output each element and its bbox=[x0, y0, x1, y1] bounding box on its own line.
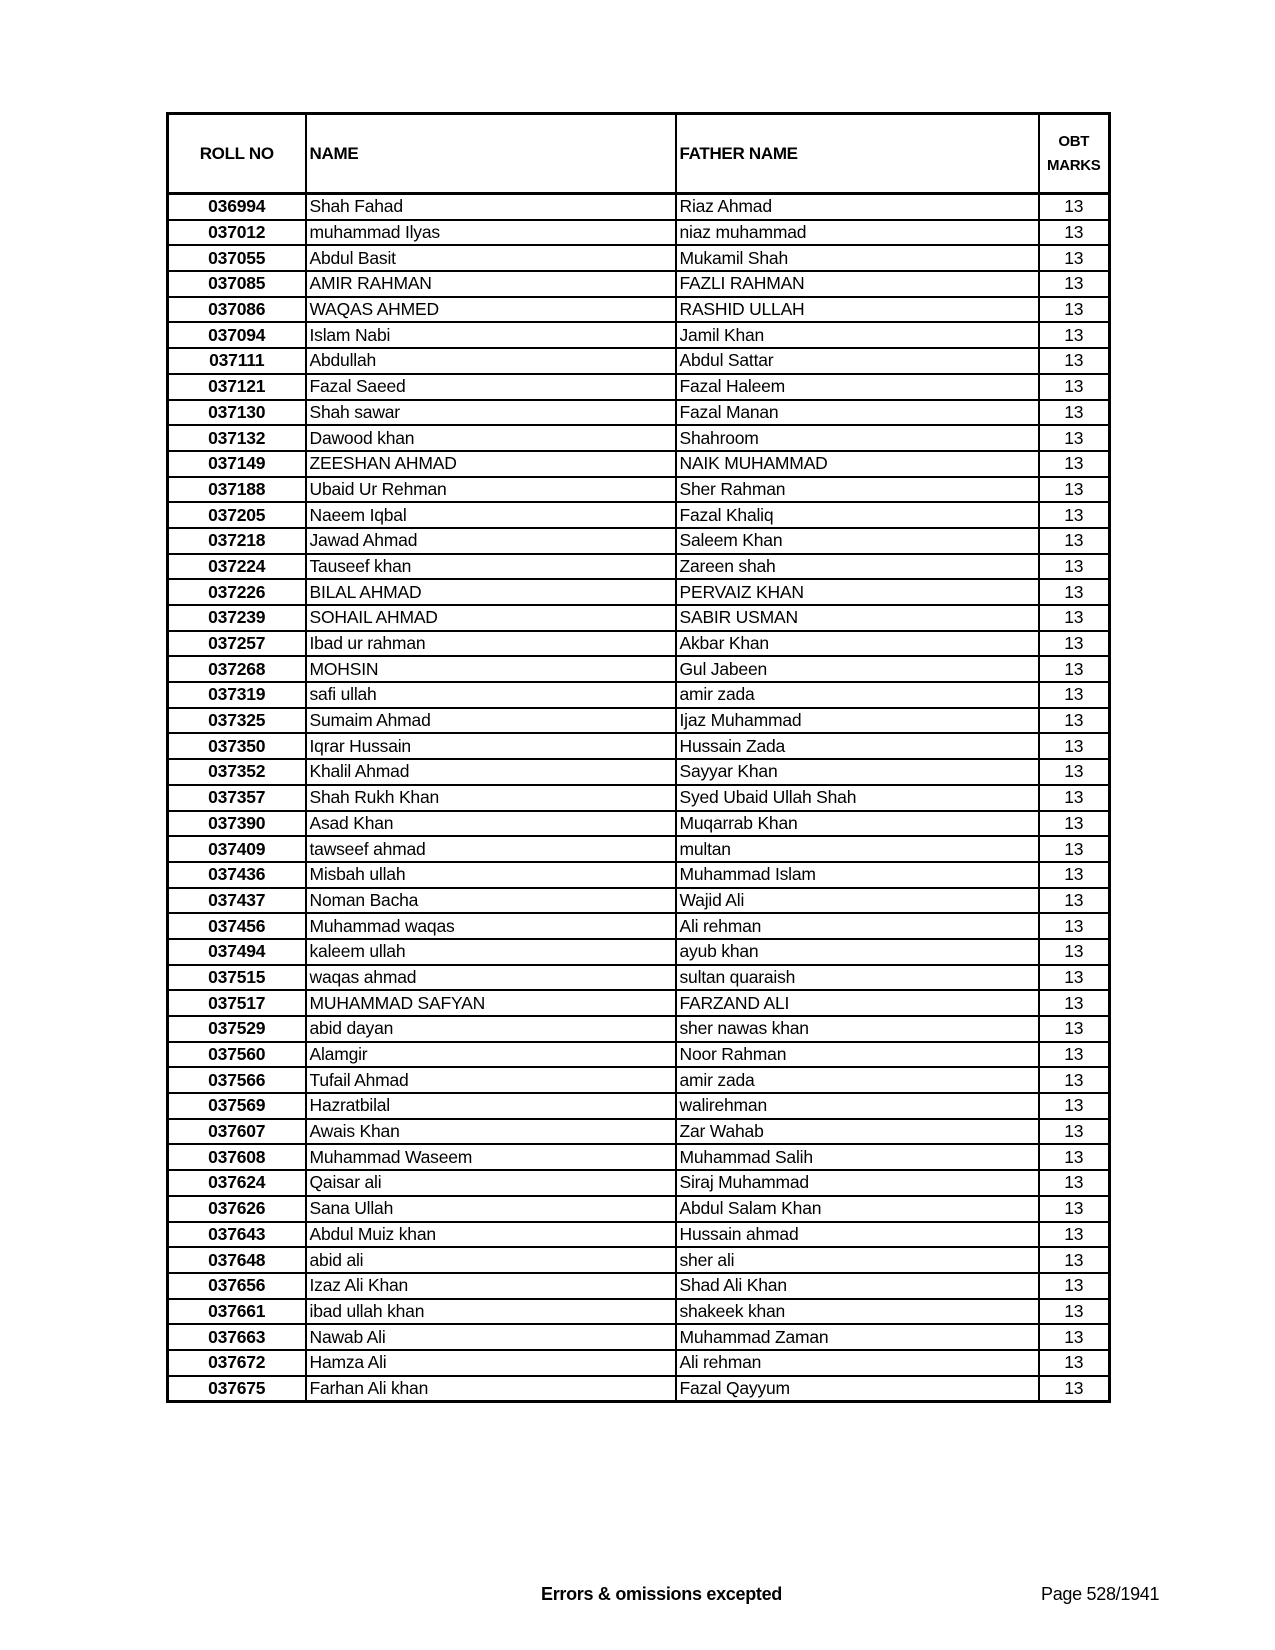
father-name-cell: Mukamil Shah bbox=[676, 245, 1039, 271]
table-row bbox=[168, 297, 1110, 323]
name-cell: Khalil Ahmad bbox=[306, 759, 676, 785]
name-cell: Abdul Muiz khan bbox=[306, 1222, 676, 1248]
obt-marks-cell: 13 bbox=[1039, 528, 1110, 554]
roll-no-cell: 037648 bbox=[168, 1247, 306, 1273]
obt-marks-cell: 13 bbox=[1039, 374, 1110, 400]
name-cell: Dawood khan bbox=[306, 425, 676, 451]
father-name-cell: SABIR USMAN bbox=[676, 605, 1039, 631]
table-row bbox=[168, 913, 1110, 939]
name-cell: Nawab Ali bbox=[306, 1324, 676, 1350]
table-row bbox=[168, 271, 1110, 297]
table-row bbox=[168, 759, 1110, 785]
table-row bbox=[168, 733, 1110, 759]
table-row bbox=[168, 1222, 1110, 1248]
obt-marks-cell: 13 bbox=[1039, 1144, 1110, 1170]
father-name-cell: Zareen shah bbox=[676, 554, 1039, 580]
obt-marks-cell: 13 bbox=[1039, 194, 1110, 220]
table-row bbox=[168, 1067, 1110, 1093]
obt-marks-cell: 13 bbox=[1039, 888, 1110, 914]
roll-no-cell: 037515 bbox=[168, 965, 306, 991]
table-row bbox=[168, 631, 1110, 657]
table-row bbox=[168, 1247, 1110, 1273]
table-row bbox=[168, 1299, 1110, 1325]
roll-no-cell: 037132 bbox=[168, 425, 306, 451]
table-row bbox=[168, 322, 1110, 348]
obt-marks-cell: 13 bbox=[1039, 1067, 1110, 1093]
name-cell: Naeem Iqbal bbox=[306, 502, 676, 528]
father-name-cell: sher nawas khan bbox=[676, 1016, 1039, 1042]
father-name-cell: Saleem Khan bbox=[676, 528, 1039, 554]
father-name-cell: Muhammad Zaman bbox=[676, 1324, 1039, 1350]
obt-marks-cell: 13 bbox=[1039, 913, 1110, 939]
table-row bbox=[168, 477, 1110, 503]
obt-marks-cell: 13 bbox=[1039, 759, 1110, 785]
obt-marks-cell: 13 bbox=[1039, 939, 1110, 965]
name-cell: Alamgir bbox=[306, 1042, 676, 1068]
obt-marks-cell: 13 bbox=[1039, 1376, 1110, 1402]
name-cell: Sana Ullah bbox=[306, 1196, 676, 1222]
father-name-cell: Fazal Khaliq bbox=[676, 502, 1039, 528]
roll-no-cell: 037111 bbox=[168, 348, 306, 374]
roll-no-cell: 037319 bbox=[168, 682, 306, 708]
roll-no-cell: 037437 bbox=[168, 888, 306, 914]
table-row bbox=[168, 836, 1110, 862]
header-roll-no: ROLL NO bbox=[168, 114, 306, 194]
header-name: NAME bbox=[306, 114, 676, 194]
roll-no-cell: 037643 bbox=[168, 1222, 306, 1248]
father-name-cell: Abdul Sattar bbox=[676, 348, 1039, 374]
roll-no-cell: 037188 bbox=[168, 477, 306, 503]
roll-no-cell: 037517 bbox=[168, 990, 306, 1016]
roll-no-cell: 037357 bbox=[168, 785, 306, 811]
father-name-cell: Ali rehman bbox=[676, 1350, 1039, 1376]
roll-no-cell: 037130 bbox=[168, 400, 306, 426]
obt-marks-cell: 13 bbox=[1039, 348, 1110, 374]
father-name-cell: FAZLI RAHMAN bbox=[676, 271, 1039, 297]
obt-marks-cell: 13 bbox=[1039, 990, 1110, 1016]
name-cell: Abdullah bbox=[306, 348, 676, 374]
obt-marks-cell: 13 bbox=[1039, 1042, 1110, 1068]
name-cell: Misbah ullah bbox=[306, 862, 676, 888]
name-cell: Jawad Ahmad bbox=[306, 528, 676, 554]
name-cell: safi ullah bbox=[306, 682, 676, 708]
name-cell: Tufail Ahmad bbox=[306, 1067, 676, 1093]
father-name-cell: sher ali bbox=[676, 1247, 1039, 1273]
roll-no-cell: 037436 bbox=[168, 862, 306, 888]
father-name-cell: Jamil Khan bbox=[676, 322, 1039, 348]
table-row bbox=[168, 579, 1110, 605]
name-cell: Hamza Ali bbox=[306, 1350, 676, 1376]
name-cell: abid dayan bbox=[306, 1016, 676, 1042]
header-obt-marks-line1: OBT bbox=[1058, 132, 1090, 150]
table-body bbox=[168, 194, 1110, 1402]
name-cell: Asad Khan bbox=[306, 811, 676, 837]
roll-no-cell: 037656 bbox=[168, 1273, 306, 1299]
table-row bbox=[168, 1350, 1110, 1376]
name-cell: kaleem ullah bbox=[306, 939, 676, 965]
table-row bbox=[168, 220, 1110, 246]
father-name-cell: Gul Jabeen bbox=[676, 656, 1039, 682]
table-row bbox=[168, 425, 1110, 451]
name-cell: Ibad ur rahman bbox=[306, 631, 676, 657]
table-row bbox=[168, 1376, 1110, 1402]
obt-marks-cell: 13 bbox=[1039, 682, 1110, 708]
father-name-cell: Riaz Ahmad bbox=[676, 194, 1039, 220]
table-row bbox=[168, 939, 1110, 965]
father-name-cell: Syed Ubaid Ullah Shah bbox=[676, 785, 1039, 811]
roll-no-cell: 037560 bbox=[168, 1042, 306, 1068]
roll-no-cell: 037624 bbox=[168, 1170, 306, 1196]
obt-marks-cell: 13 bbox=[1039, 965, 1110, 991]
obt-marks-cell: 13 bbox=[1039, 220, 1110, 246]
roll-no-cell: 037085 bbox=[168, 271, 306, 297]
obt-marks-cell: 13 bbox=[1039, 656, 1110, 682]
obt-marks-cell: 13 bbox=[1039, 579, 1110, 605]
roll-no-cell: 037607 bbox=[168, 1119, 306, 1145]
father-name-cell: Muqarrab Khan bbox=[676, 811, 1039, 837]
roll-no-cell: 037494 bbox=[168, 939, 306, 965]
obt-marks-cell: 13 bbox=[1039, 297, 1110, 323]
roll-no-cell: 037149 bbox=[168, 451, 306, 477]
obt-marks-cell: 13 bbox=[1039, 862, 1110, 888]
table-row bbox=[168, 682, 1110, 708]
table-row bbox=[168, 990, 1110, 1016]
roll-no-cell: 037672 bbox=[168, 1350, 306, 1376]
roll-no-cell: 037094 bbox=[168, 322, 306, 348]
roll-no-cell: 037325 bbox=[168, 708, 306, 734]
obt-marks-cell: 13 bbox=[1039, 631, 1110, 657]
name-cell: AMIR RAHMAN bbox=[306, 271, 676, 297]
obt-marks-cell: 13 bbox=[1039, 811, 1110, 837]
name-cell: MUHAMMAD SAFYAN bbox=[306, 990, 676, 1016]
name-cell: waqas ahmad bbox=[306, 965, 676, 991]
roll-no-cell: 037456 bbox=[168, 913, 306, 939]
name-cell: muhammad Ilyas bbox=[306, 220, 676, 246]
roll-no-cell: 037224 bbox=[168, 554, 306, 580]
name-cell: Fazal Saeed bbox=[306, 374, 676, 400]
table-row bbox=[168, 965, 1110, 991]
father-name-cell: Abdul Salam Khan bbox=[676, 1196, 1039, 1222]
table-row bbox=[168, 1093, 1110, 1119]
name-cell: Farhan Ali khan bbox=[306, 1376, 676, 1402]
roll-no-cell: 037661 bbox=[168, 1299, 306, 1325]
roll-no-cell: 037257 bbox=[168, 631, 306, 657]
table-row bbox=[168, 1119, 1110, 1145]
name-cell: Iqrar Hussain bbox=[306, 733, 676, 759]
father-name-cell: amir zada bbox=[676, 682, 1039, 708]
father-name-cell: Hussain ahmad bbox=[676, 1222, 1039, 1248]
father-name-cell: Fazal Haleem bbox=[676, 374, 1039, 400]
obt-marks-cell: 13 bbox=[1039, 477, 1110, 503]
roll-no-cell: 037086 bbox=[168, 297, 306, 323]
roll-no-cell: 037529 bbox=[168, 1016, 306, 1042]
results-table bbox=[166, 112, 1111, 1403]
obt-marks-cell: 13 bbox=[1039, 1093, 1110, 1119]
father-name-cell: Muhammad Salih bbox=[676, 1144, 1039, 1170]
name-cell: tawseef ahmad bbox=[306, 836, 676, 862]
table-row bbox=[168, 605, 1110, 631]
name-cell: Awais Khan bbox=[306, 1119, 676, 1145]
name-cell: ibad ullah khan bbox=[306, 1299, 676, 1325]
roll-no-cell: 037205 bbox=[168, 502, 306, 528]
name-cell: Shah Fahad bbox=[306, 194, 676, 220]
name-cell: WAQAS AHMED bbox=[306, 297, 676, 323]
name-cell: Abdul Basit bbox=[306, 245, 676, 271]
name-cell: Islam Nabi bbox=[306, 322, 676, 348]
table-row bbox=[168, 194, 1110, 220]
father-name-cell: Ijaz Muhammad bbox=[676, 708, 1039, 734]
roll-no-cell: 037409 bbox=[168, 836, 306, 862]
roll-no-cell: 037390 bbox=[168, 811, 306, 837]
name-cell: Shah sawar bbox=[306, 400, 676, 426]
page-number: Page 528/1941 bbox=[1041, 1584, 1160, 1604]
father-name-cell: niaz muhammad bbox=[676, 220, 1039, 246]
roll-no-cell: 037352 bbox=[168, 759, 306, 785]
obt-marks-cell: 13 bbox=[1039, 425, 1110, 451]
father-name-cell: Noor Rahman bbox=[676, 1042, 1039, 1068]
father-name-cell: PERVAIZ KHAN bbox=[676, 579, 1039, 605]
name-cell: Noman Bacha bbox=[306, 888, 676, 914]
father-name-cell: Fazal Manan bbox=[676, 400, 1039, 426]
table-row bbox=[168, 811, 1110, 837]
table-row bbox=[168, 451, 1110, 477]
table-row bbox=[168, 888, 1110, 914]
father-name-cell: RASHID ULLAH bbox=[676, 297, 1039, 323]
roll-no-cell: 037663 bbox=[168, 1324, 306, 1350]
name-cell: Tauseef khan bbox=[306, 554, 676, 580]
table-row bbox=[168, 785, 1110, 811]
roll-no-cell: 037226 bbox=[168, 579, 306, 605]
header-father-name: FATHER NAME bbox=[676, 114, 1039, 194]
roll-no-cell: 037121 bbox=[168, 374, 306, 400]
obt-marks-cell: 13 bbox=[1039, 785, 1110, 811]
roll-no-cell: 037268 bbox=[168, 656, 306, 682]
table-row bbox=[168, 1016, 1110, 1042]
father-name-cell: Zar Wahab bbox=[676, 1119, 1039, 1145]
roll-no-cell: 037350 bbox=[168, 733, 306, 759]
name-cell: Shah Rukh Khan bbox=[306, 785, 676, 811]
roll-no-cell: 037012 bbox=[168, 220, 306, 246]
name-cell: Ubaid Ur Rehman bbox=[306, 477, 676, 503]
table-row bbox=[168, 862, 1110, 888]
obt-marks-cell: 13 bbox=[1039, 1222, 1110, 1248]
table-row bbox=[168, 1273, 1110, 1299]
name-cell: Sumaim Ahmad bbox=[306, 708, 676, 734]
obt-marks-cell: 13 bbox=[1039, 1350, 1110, 1376]
obt-marks-cell: 13 bbox=[1039, 1016, 1110, 1042]
header-obt-marks bbox=[1039, 114, 1110, 194]
obt-marks-cell: 13 bbox=[1039, 708, 1110, 734]
father-name-cell: FARZAND ALI bbox=[676, 990, 1039, 1016]
table-row bbox=[168, 1170, 1110, 1196]
father-name-cell: Hussain Zada bbox=[676, 733, 1039, 759]
obt-marks-cell: 13 bbox=[1039, 733, 1110, 759]
father-name-cell: Fazal Qayyum bbox=[676, 1376, 1039, 1402]
name-cell: Muhammad waqas bbox=[306, 913, 676, 939]
father-name-cell: multan bbox=[676, 836, 1039, 862]
roll-no-cell: 037218 bbox=[168, 528, 306, 554]
father-name-cell: Wajid Ali bbox=[676, 888, 1039, 914]
roll-no-cell: 037608 bbox=[168, 1144, 306, 1170]
father-name-cell: Sher Rahman bbox=[676, 477, 1039, 503]
table-row bbox=[168, 708, 1110, 734]
obt-marks-cell: 13 bbox=[1039, 322, 1110, 348]
obt-marks-cell: 13 bbox=[1039, 1119, 1110, 1145]
name-cell: Hazratbilal bbox=[306, 1093, 676, 1119]
name-cell: MOHSIN bbox=[306, 656, 676, 682]
table-row bbox=[168, 348, 1110, 374]
obt-marks-cell: 13 bbox=[1039, 836, 1110, 862]
footer-disclaimer: Errors & omissions excepted bbox=[541, 1584, 782, 1604]
obt-marks-cell: 13 bbox=[1039, 451, 1110, 477]
father-name-cell: Shad Ali Khan bbox=[676, 1273, 1039, 1299]
obt-marks-cell: 13 bbox=[1039, 1170, 1110, 1196]
header-row bbox=[168, 114, 1110, 194]
father-name-cell: NAIK MUHAMMAD bbox=[676, 451, 1039, 477]
table-row bbox=[168, 1042, 1110, 1068]
father-name-cell: sultan quaraish bbox=[676, 965, 1039, 991]
father-name-cell: Shahroom bbox=[676, 425, 1039, 451]
table-row bbox=[168, 245, 1110, 271]
name-cell: BILAL AHMAD bbox=[306, 579, 676, 605]
father-name-cell: Akbar Khan bbox=[676, 631, 1039, 657]
obt-marks-cell: 13 bbox=[1039, 400, 1110, 426]
roll-no-cell: 037239 bbox=[168, 605, 306, 631]
roll-no-cell: 037055 bbox=[168, 245, 306, 271]
roll-no-cell: 037675 bbox=[168, 1376, 306, 1402]
father-name-cell: Ali rehman bbox=[676, 913, 1039, 939]
obt-marks-cell: 13 bbox=[1039, 605, 1110, 631]
obt-marks-cell: 13 bbox=[1039, 271, 1110, 297]
name-cell: SOHAIL AHMAD bbox=[306, 605, 676, 631]
table-row bbox=[168, 1196, 1110, 1222]
father-name-cell: shakeek khan bbox=[676, 1299, 1039, 1325]
table-row bbox=[168, 400, 1110, 426]
name-cell: abid ali bbox=[306, 1247, 676, 1273]
table-header bbox=[168, 114, 1110, 194]
obt-marks-cell: 13 bbox=[1039, 1247, 1110, 1273]
name-cell: Muhammad Waseem bbox=[306, 1144, 676, 1170]
obt-marks-cell: 13 bbox=[1039, 1196, 1110, 1222]
obt-marks-cell: 13 bbox=[1039, 1299, 1110, 1325]
table-row bbox=[168, 374, 1110, 400]
table-row bbox=[168, 1324, 1110, 1350]
obt-marks-cell: 13 bbox=[1039, 245, 1110, 271]
father-name-cell: ayub khan bbox=[676, 939, 1039, 965]
table-row bbox=[168, 528, 1110, 554]
obt-marks-cell: 13 bbox=[1039, 502, 1110, 528]
table-row bbox=[168, 1144, 1110, 1170]
father-name-cell: Sayyar Khan bbox=[676, 759, 1039, 785]
name-cell: ZEESHAN AHMAD bbox=[306, 451, 676, 477]
roll-no-cell: 036994 bbox=[168, 194, 306, 220]
father-name-cell: amir zada bbox=[676, 1067, 1039, 1093]
table-row bbox=[168, 554, 1110, 580]
table-row bbox=[168, 502, 1110, 528]
table-row bbox=[168, 656, 1110, 682]
obt-marks-cell: 13 bbox=[1039, 1273, 1110, 1299]
father-name-cell: Muhammad Islam bbox=[676, 862, 1039, 888]
obt-marks-cell: 13 bbox=[1039, 1324, 1110, 1350]
father-name-cell: Siraj Muhammad bbox=[676, 1170, 1039, 1196]
father-name-cell: walirehman bbox=[676, 1093, 1039, 1119]
roll-no-cell: 037569 bbox=[168, 1093, 306, 1119]
roll-no-cell: 037566 bbox=[168, 1067, 306, 1093]
header-obt-marks-line2: MARKS bbox=[1047, 156, 1101, 174]
name-cell: Qaisar ali bbox=[306, 1170, 676, 1196]
name-cell: Izaz Ali Khan bbox=[306, 1273, 676, 1299]
obt-marks-cell: 13 bbox=[1039, 554, 1110, 580]
roll-no-cell: 037626 bbox=[168, 1196, 306, 1222]
